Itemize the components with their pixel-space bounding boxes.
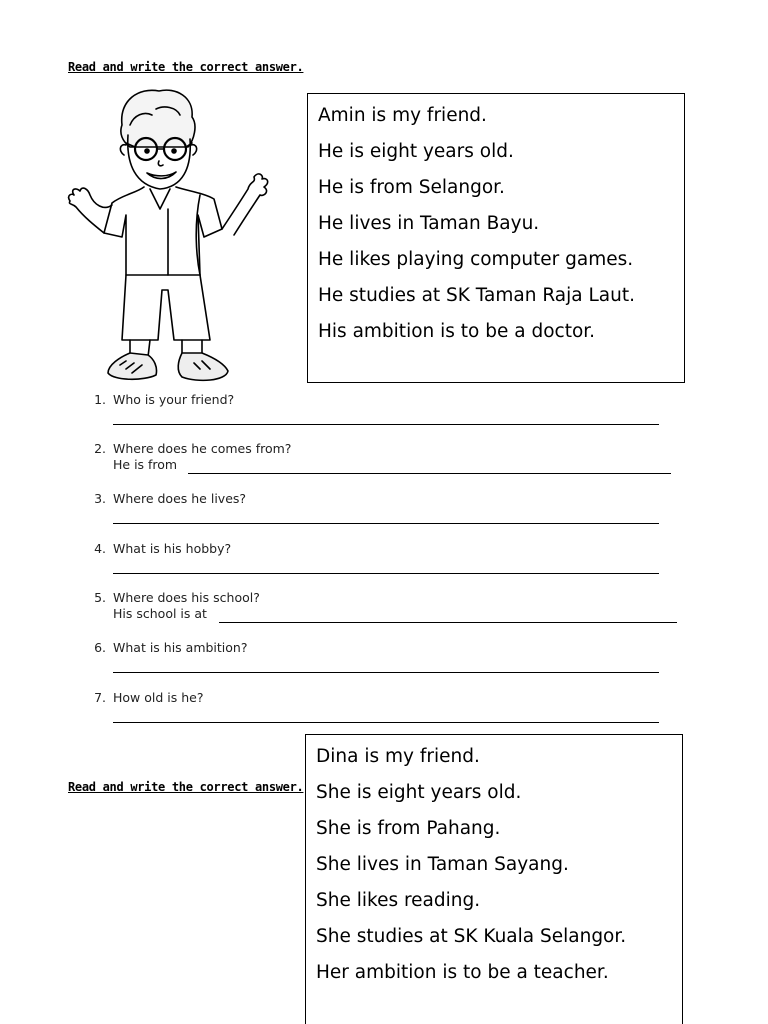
question-number: 1. bbox=[94, 392, 106, 407]
question-number: 5. bbox=[94, 590, 106, 605]
answer-line[interactable] bbox=[219, 622, 677, 623]
story-box-dina bbox=[305, 734, 683, 1024]
story-line: She likes reading. bbox=[316, 890, 481, 911]
answer-line[interactable] bbox=[113, 573, 659, 574]
question-text: Where does he comes from? bbox=[113, 441, 292, 456]
story-line: She lives in Taman Sayang. bbox=[316, 854, 569, 875]
question-number: 3. bbox=[94, 491, 106, 506]
answer-line[interactable] bbox=[113, 424, 659, 425]
question-number: 2. bbox=[94, 441, 106, 456]
answer-line[interactable] bbox=[188, 473, 671, 474]
story-line: He is eight years old. bbox=[318, 141, 514, 162]
answer-prefix: His school is at bbox=[113, 606, 207, 621]
answer-line[interactable] bbox=[113, 672, 659, 673]
story-line: Her ambition is to be a teacher. bbox=[316, 962, 609, 983]
question-text: What is his hobby? bbox=[113, 541, 232, 556]
story-line: Amin is my friend. bbox=[318, 105, 487, 126]
story-box-amin bbox=[307, 93, 685, 383]
story-line: He is from Selangor. bbox=[318, 177, 505, 198]
question-text: How old is he? bbox=[113, 690, 204, 705]
story-line: He likes playing computer games. bbox=[318, 249, 634, 270]
question-text: Where does he lives? bbox=[113, 491, 247, 506]
story-line: Dina is my friend. bbox=[316, 746, 480, 767]
story-line: He lives in Taman Bayu. bbox=[318, 213, 540, 234]
story-line: She studies at SK Kuala Selangor. bbox=[316, 926, 627, 947]
instruction-heading: Read and write the correct answer. bbox=[68, 60, 304, 74]
question-number: 4. bbox=[94, 541, 106, 556]
question-number: 6. bbox=[94, 640, 106, 655]
question-text: Who is your friend? bbox=[113, 392, 235, 407]
question-text: What is his ambition? bbox=[113, 640, 248, 655]
answer-line[interactable] bbox=[113, 523, 659, 524]
story-line: She is from Pahang. bbox=[316, 818, 501, 839]
story-line: She is eight years old. bbox=[316, 782, 522, 803]
story-line: His ambition is to be a doctor. bbox=[318, 321, 596, 342]
boy-illustration bbox=[64, 85, 274, 385]
instruction-heading: Read and write the correct answer. bbox=[68, 780, 304, 794]
question-text: Where does his school? bbox=[113, 590, 260, 605]
story-line: He studies at SK Taman Raja Laut. bbox=[318, 285, 635, 306]
question-number: 7. bbox=[94, 690, 106, 705]
answer-prefix: He is from bbox=[113, 457, 178, 472]
answer-line[interactable] bbox=[113, 722, 659, 723]
